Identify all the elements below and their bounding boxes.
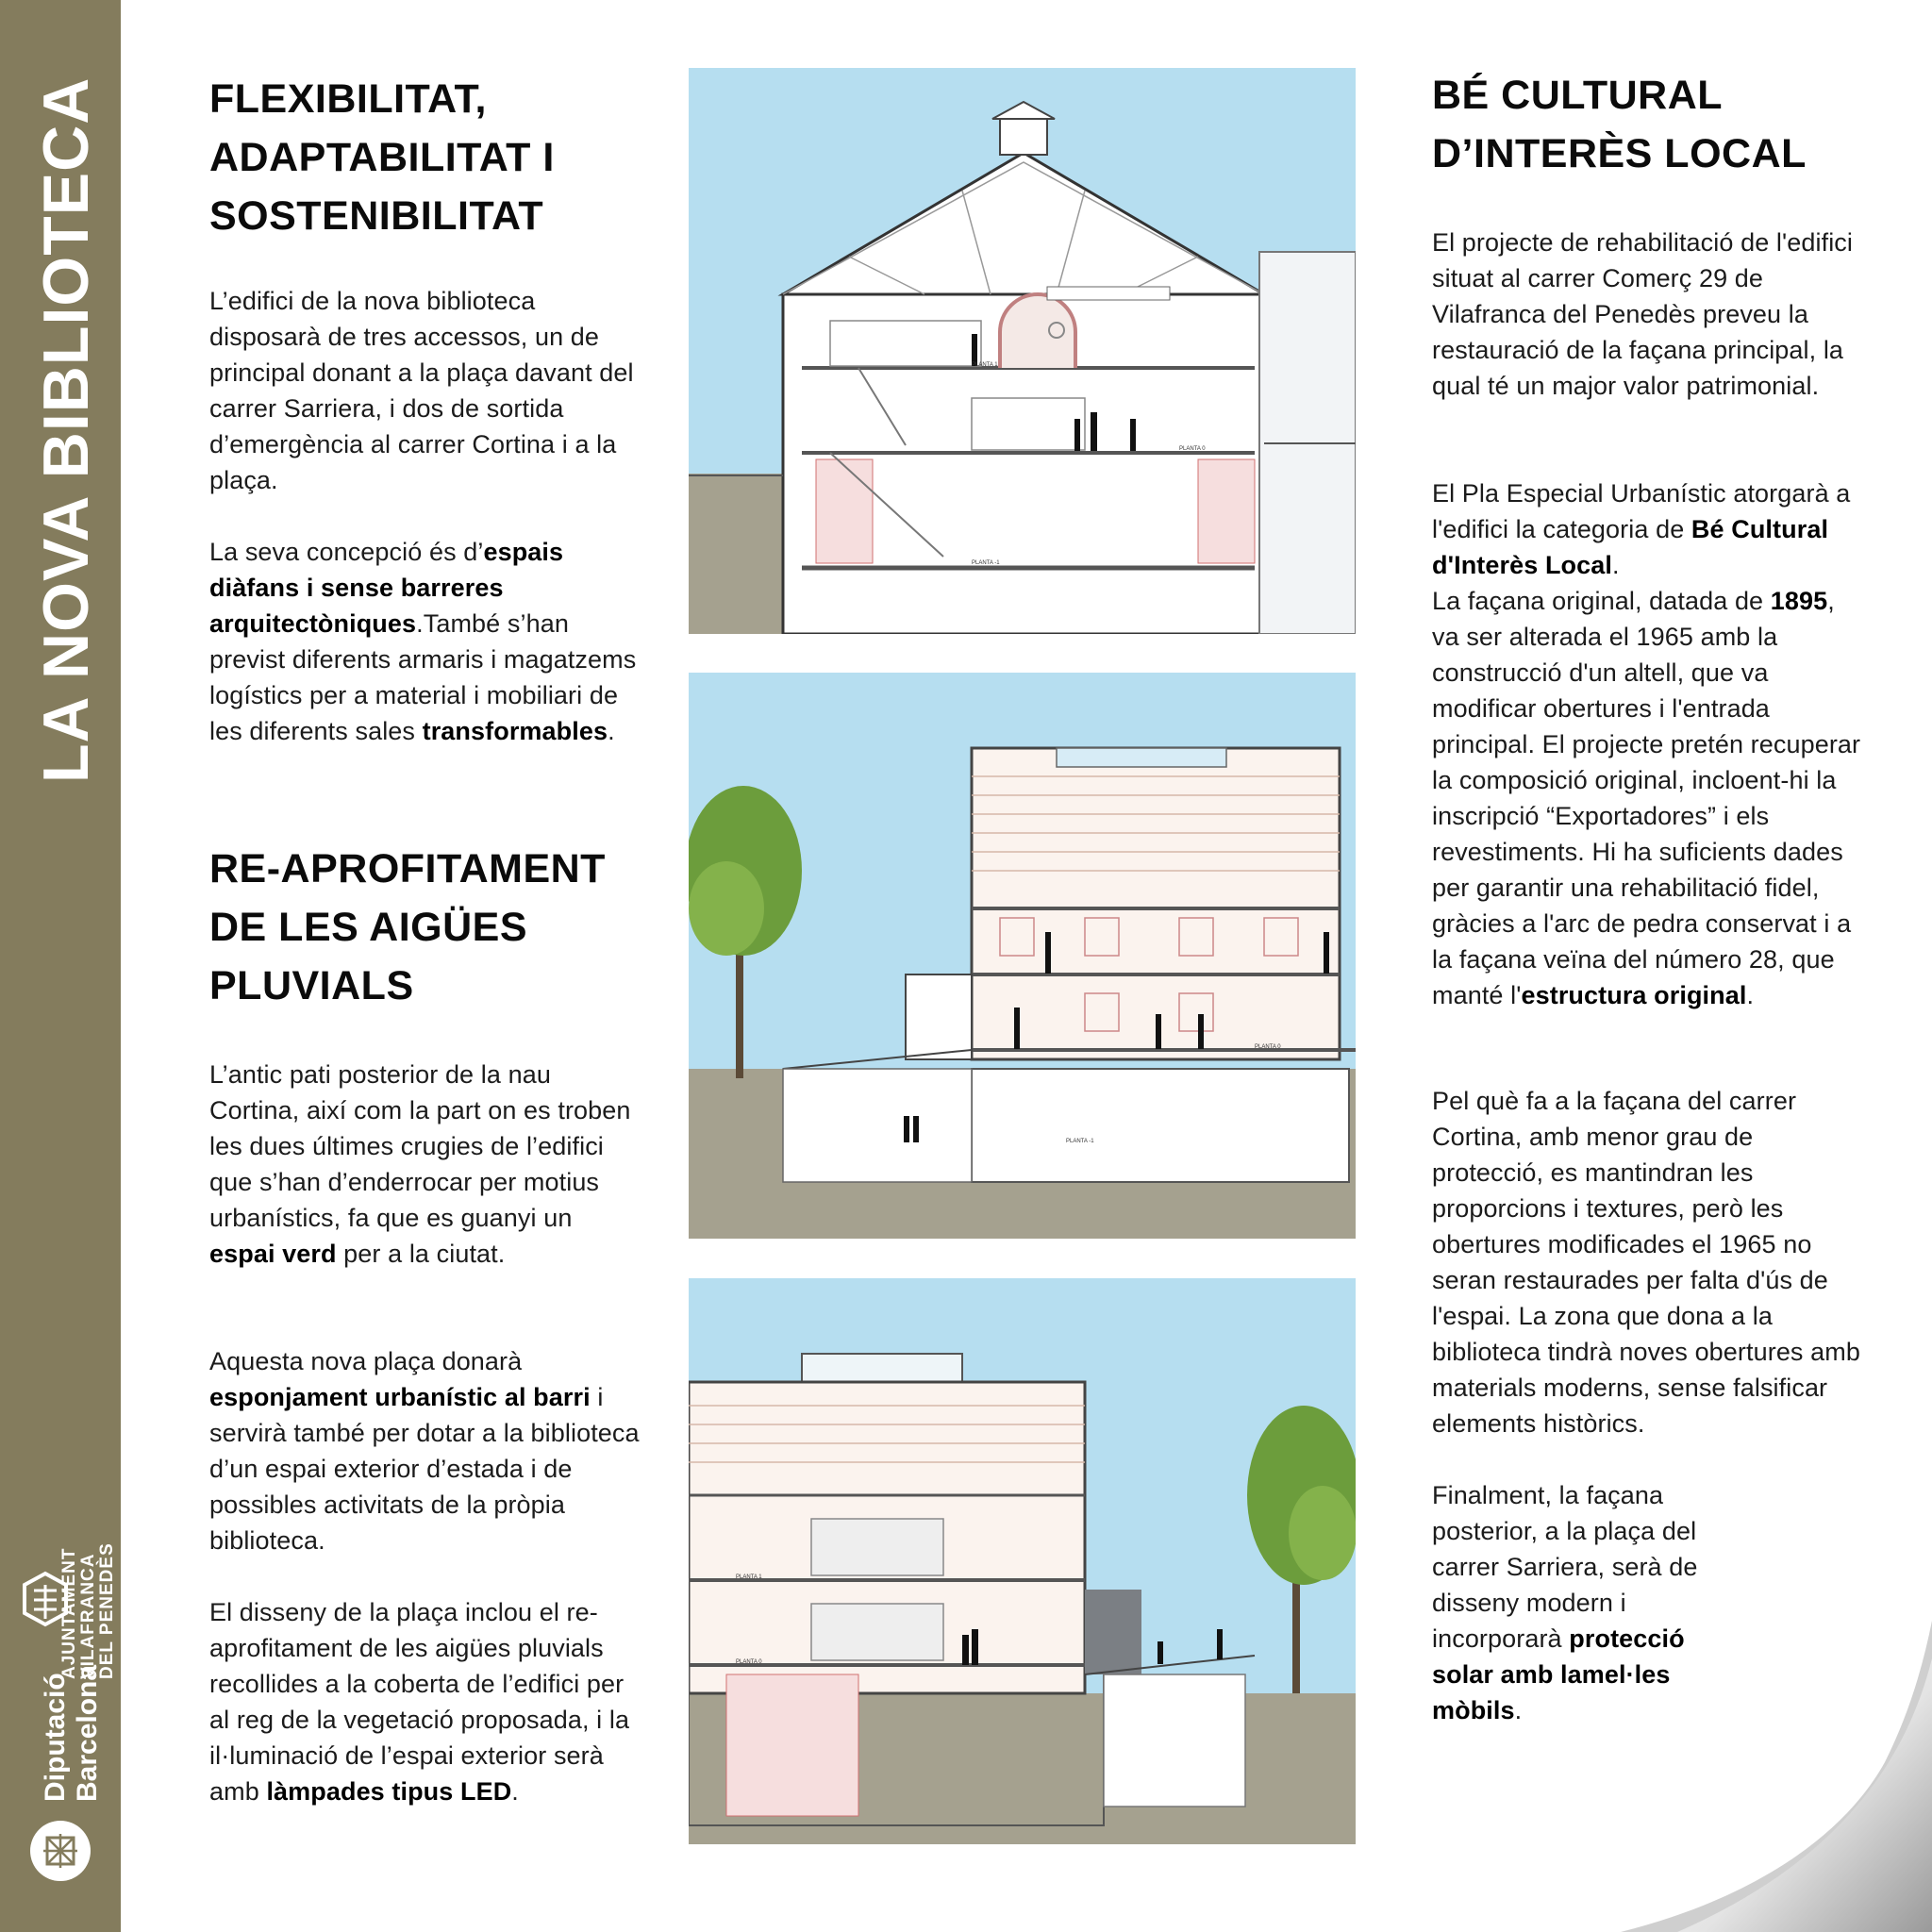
ajuntament-logo <box>23 1396 117 1679</box>
label-planta-1: PLANTA -1 <box>972 560 1000 566</box>
paragraph-disseny: El disseny de la plaça inclou el re-aprofitament de les aigües pluvials recollides a la coberta de l’edifici per al reg de la vegetació proposada, i la il·luminació de l’espai exterior serà amb làmpades tipus LED. <box>209 1598 630 1806</box>
sidebar <box>0 0 121 1932</box>
page-curl-decoration <box>1621 1621 1932 1932</box>
section-drawing-1 <box>689 68 1356 634</box>
diputacio-line2: Barcelona <box>72 1664 103 1802</box>
vertical-title: LA NOVA BIBLIOTECA <box>30 76 102 783</box>
label-planta-4: PLANTA -1 <box>1066 1139 1094 1144</box>
paragraph-pati: L’antic pati posterior de la nau Cortina, així com la part on es troben les dues últimes crugies de l’edifici que s’han d’enderrocar per motius urbanístics, fa que es guanyi un espai verd per a la ciutat. <box>209 1060 631 1268</box>
heading-flexibilitat: FLEXIBILITAT, ADAPTABILITAT I SOSTENIBILITAT <box>209 76 555 239</box>
label-planta-6: PLANTA 1 <box>736 1574 762 1580</box>
section-drawing-2 <box>689 673 1356 1239</box>
heading-be-cultural: BÉ CULTURAL D’INTERÈS LOCAL <box>1432 73 1807 176</box>
label-planta-5: PLANTA 0 <box>1255 1044 1281 1050</box>
paragraph-facana-posterior: Finalment, la façana posterior, a la plaça del carrer Sarriera, serà de disseny modern i incorporarà protecció solar amb lamel·les mòbils. <box>1432 1481 1698 1724</box>
label-planta-7: PLANTA 0 <box>736 1659 762 1665</box>
paragraph-accessos: L’edifici de la nova biblioteca disposarà de tres accessos, un de principal donant a la plaça davant del carrer Sarriera, i dos de sortida d’emergència al carrer Cortina i a la plaça. <box>209 287 634 494</box>
label-planta-2: PLANTA 1 <box>972 362 998 368</box>
paragraph-placa: Aquesta nova plaça donarà esponjament urbanístic al barri i servirà també per dotar a la biblioteca d’un espai exterior d’estada i de possibles activitats de la pròpia biblioteca. <box>209 1347 640 1555</box>
ajuntament-line3: DEL PENEDÈS <box>97 1542 117 1679</box>
paragraph-pla-especial: El Pla Especial Urbanístic atorgarà a l'edifici la categoria de Bé Cultural d'Interès Local. La façana original, datada de 1895, va ser alterada el 1965 amb la construcció d'un altell, que va modificar obertures i l'entrada principal. El projecte pretén recuperar la composició original, incloent-hi la inscripció “Exportadores” i els revestiments. Hi ha suficients dades per garantir una rehabilitació fidel, gràcies a l'arc de pedra conservat i a la façana veïna del número 28, que manté l'estructura original. <box>1432 479 1861 1009</box>
label-planta-3: PLANTA 0 <box>1179 446 1206 452</box>
paragraph-projecte: El projecte de rehabilitació de l'edifici situat al carrer Comerç 29 de Vilafranca del Penedès preveu la restauració de la façana principal, la qual té un major valor patrimonial. <box>1432 228 1854 400</box>
diputacio-emblem-icon <box>30 1821 91 1881</box>
section-drawing-3 <box>689 1278 1356 1844</box>
heading-reaprofitament: RE-APROFITAMENT DE LES AIGÜES PLUVIALS <box>209 846 606 1008</box>
paragraph-facana-cortina: Pel què fa a la façana del carrer Cortina, amb menor grau de protecció, es mantindran les proporcions i textures, però les obertures modificades el 1965 no seran restaurades per falta d'ús de l'espai. La zona que dona a la biblioteca tindrà noves obertures amb materials moderns, sense falsificar elements històrics. <box>1432 1087 1860 1438</box>
paragraph-concepcio: La seva concepció és d’espais diàfans i sense barreres arquitectòniques.També s’han previst diferents armaris i magatzems logístics per a material i mobiliari de les diferents sales transformables. <box>209 538 637 745</box>
diputacio-logo <box>26 1641 102 1906</box>
ajuntament-line1: AJUNTAMENT <box>59 1547 79 1679</box>
diputacio-line1: Diputació <box>40 1673 71 1802</box>
ajuntament-line2: VILAFRANCA <box>78 1553 98 1679</box>
